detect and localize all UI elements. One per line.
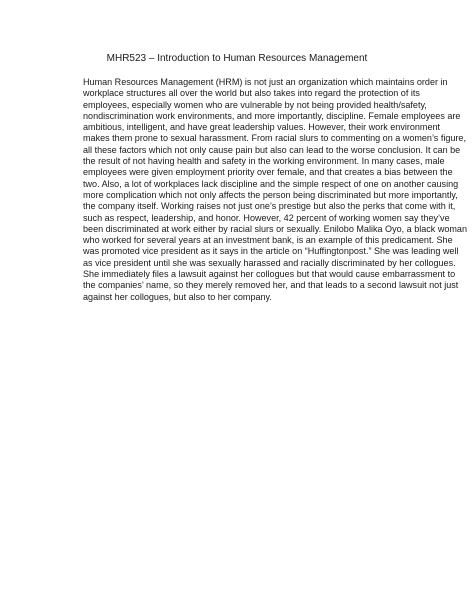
text-line: such as respect, leadership, and honor. However, 42 percent of working women say they’ve (83, 212, 450, 223)
text-line: nondiscrimination work environments, and more importantly, discipline. Female employees are (83, 110, 461, 121)
text-line: She immediately files a lawsuit against her collogues but that would cause embarrassment to (83, 269, 456, 280)
text-line: employees, especially women who are vulnerable by not being provided health/safety, (83, 99, 427, 110)
text-line: as vice president until she was sexually harassed and racially discriminated by her collogues. (83, 257, 456, 268)
text-line: workplace structures all over the world but also takes into regard the protection of its (83, 88, 420, 99)
text-line: was promoted vice president as it says in the article on “Huffingtonpost.” She was leading well (83, 246, 459, 257)
page-title: MHR523 – Introduction to Human Resources Management (106, 53, 368, 64)
text-line: ambitious, intelligent, and have great leadership values. However, their work environment (83, 122, 441, 133)
text-line: the result of not having health and safety in the working environment. In many cases, male (83, 156, 445, 167)
text-line: the companies’ name, so they merely removed her, and that leads to a second lawsuit not just (83, 280, 459, 291)
text-line: the company itself. Working raises not just one’s prestige but also the perks that come with it, (83, 201, 456, 212)
text-line: more complication which not only affects the person being discriminated but more importantly, (83, 189, 458, 200)
text-line: who worked for several years at an investment bank, is an example of this predicament. She (83, 235, 453, 246)
text-line: against her collogues, but also to her company. (83, 291, 272, 302)
text-line: Human Resources Management (HRM) is not just an organization which maintains order in (83, 77, 448, 87)
text-line: employees were given employment priority over female, and that creates a bias between the (83, 167, 453, 178)
text-line: all these factors which not only cause pain but also can lead to the worse conclusion. It can be (83, 144, 461, 155)
body-paragraph (83, 77, 467, 303)
text-line: been discriminated at work either by racial slurs or sexually. Enilobo Malika Oyo, a black woman (83, 223, 467, 234)
text-line: makes them prone to sexual harassment. From racial slurs to commenting on a women’s figure, (83, 133, 466, 144)
text-line: two. Also, a lot of workplaces lack discipline and the simple respect of one on another causing (83, 178, 459, 189)
